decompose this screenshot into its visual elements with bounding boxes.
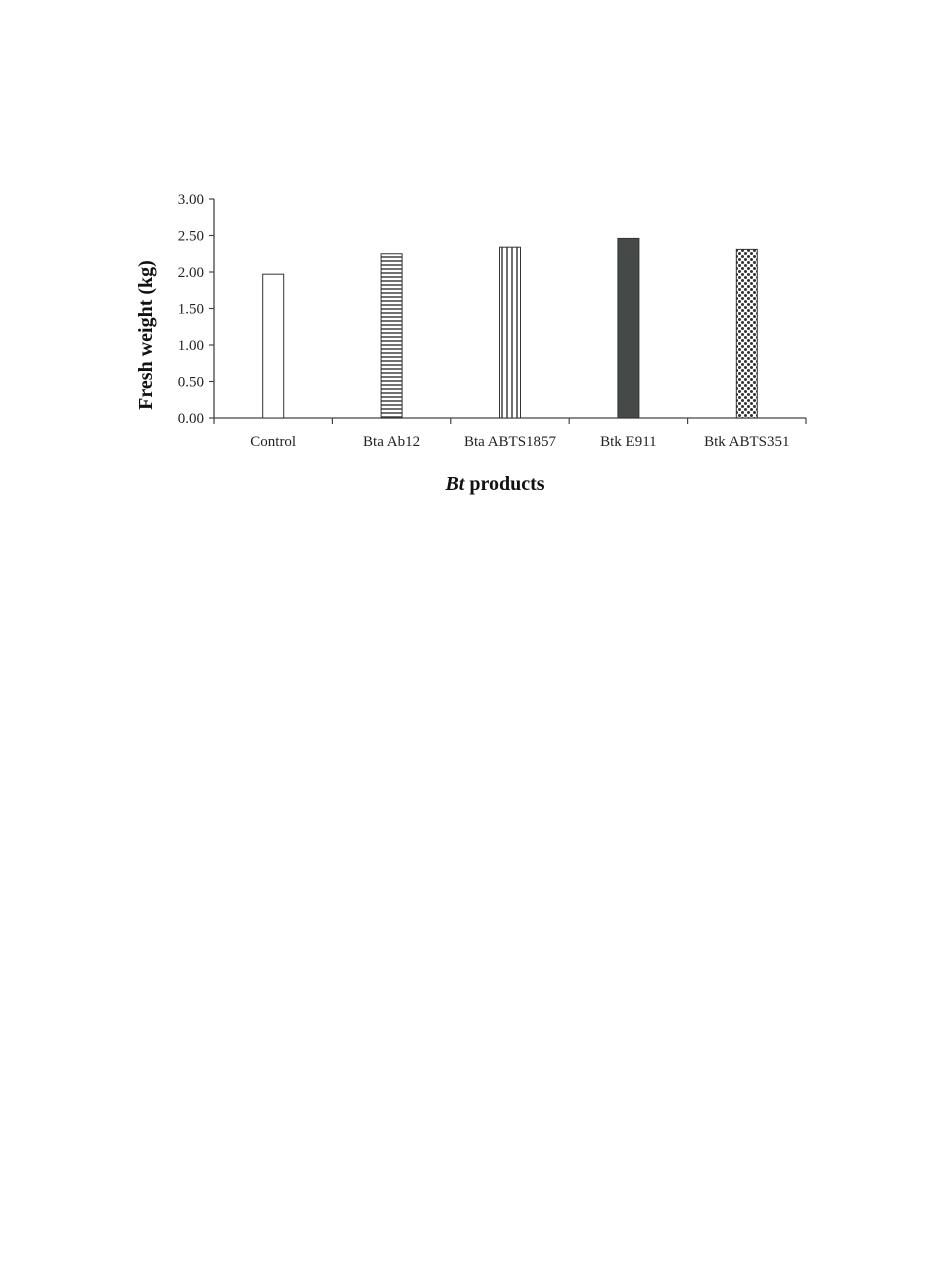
bar-bta-abts1857 bbox=[500, 247, 521, 418]
y-tick-label: 1.00 bbox=[177, 338, 204, 354]
y-tick-label: 0.50 bbox=[177, 374, 204, 391]
bar-control bbox=[263, 274, 284, 418]
bars bbox=[263, 238, 758, 418]
y-tick-label: 2.50 bbox=[177, 228, 204, 245]
y-tick-label: 1.50 bbox=[177, 301, 204, 318]
x-category-label: Btk ABTS351 bbox=[704, 434, 790, 450]
x-axis-title bbox=[444, 473, 544, 495]
bar-bta-ab12 bbox=[381, 254, 402, 418]
x-category-label: Bta Ab12 bbox=[363, 434, 421, 450]
x-axis-title-italic: Bt bbox=[445, 473, 465, 495]
y-tick-label: 2.00 bbox=[177, 265, 204, 281]
y-axis-title: Fresh weight (kg) bbox=[135, 260, 157, 410]
x-category-label: Bta ABTS1857 bbox=[463, 434, 557, 450]
x-axis bbox=[214, 418, 806, 450]
y-axis bbox=[178, 192, 214, 427]
x-axis-title-rest: products bbox=[464, 473, 545, 495]
bar-btk-abts351 bbox=[736, 249, 757, 418]
bar-btk-e911 bbox=[618, 238, 639, 418]
x-category-label: Control bbox=[250, 434, 297, 450]
x-category-label: Btk E911 bbox=[600, 434, 657, 450]
y-tick-label: 0.00 bbox=[177, 411, 204, 427]
y-tick-label: 3.00 bbox=[177, 192, 204, 208]
